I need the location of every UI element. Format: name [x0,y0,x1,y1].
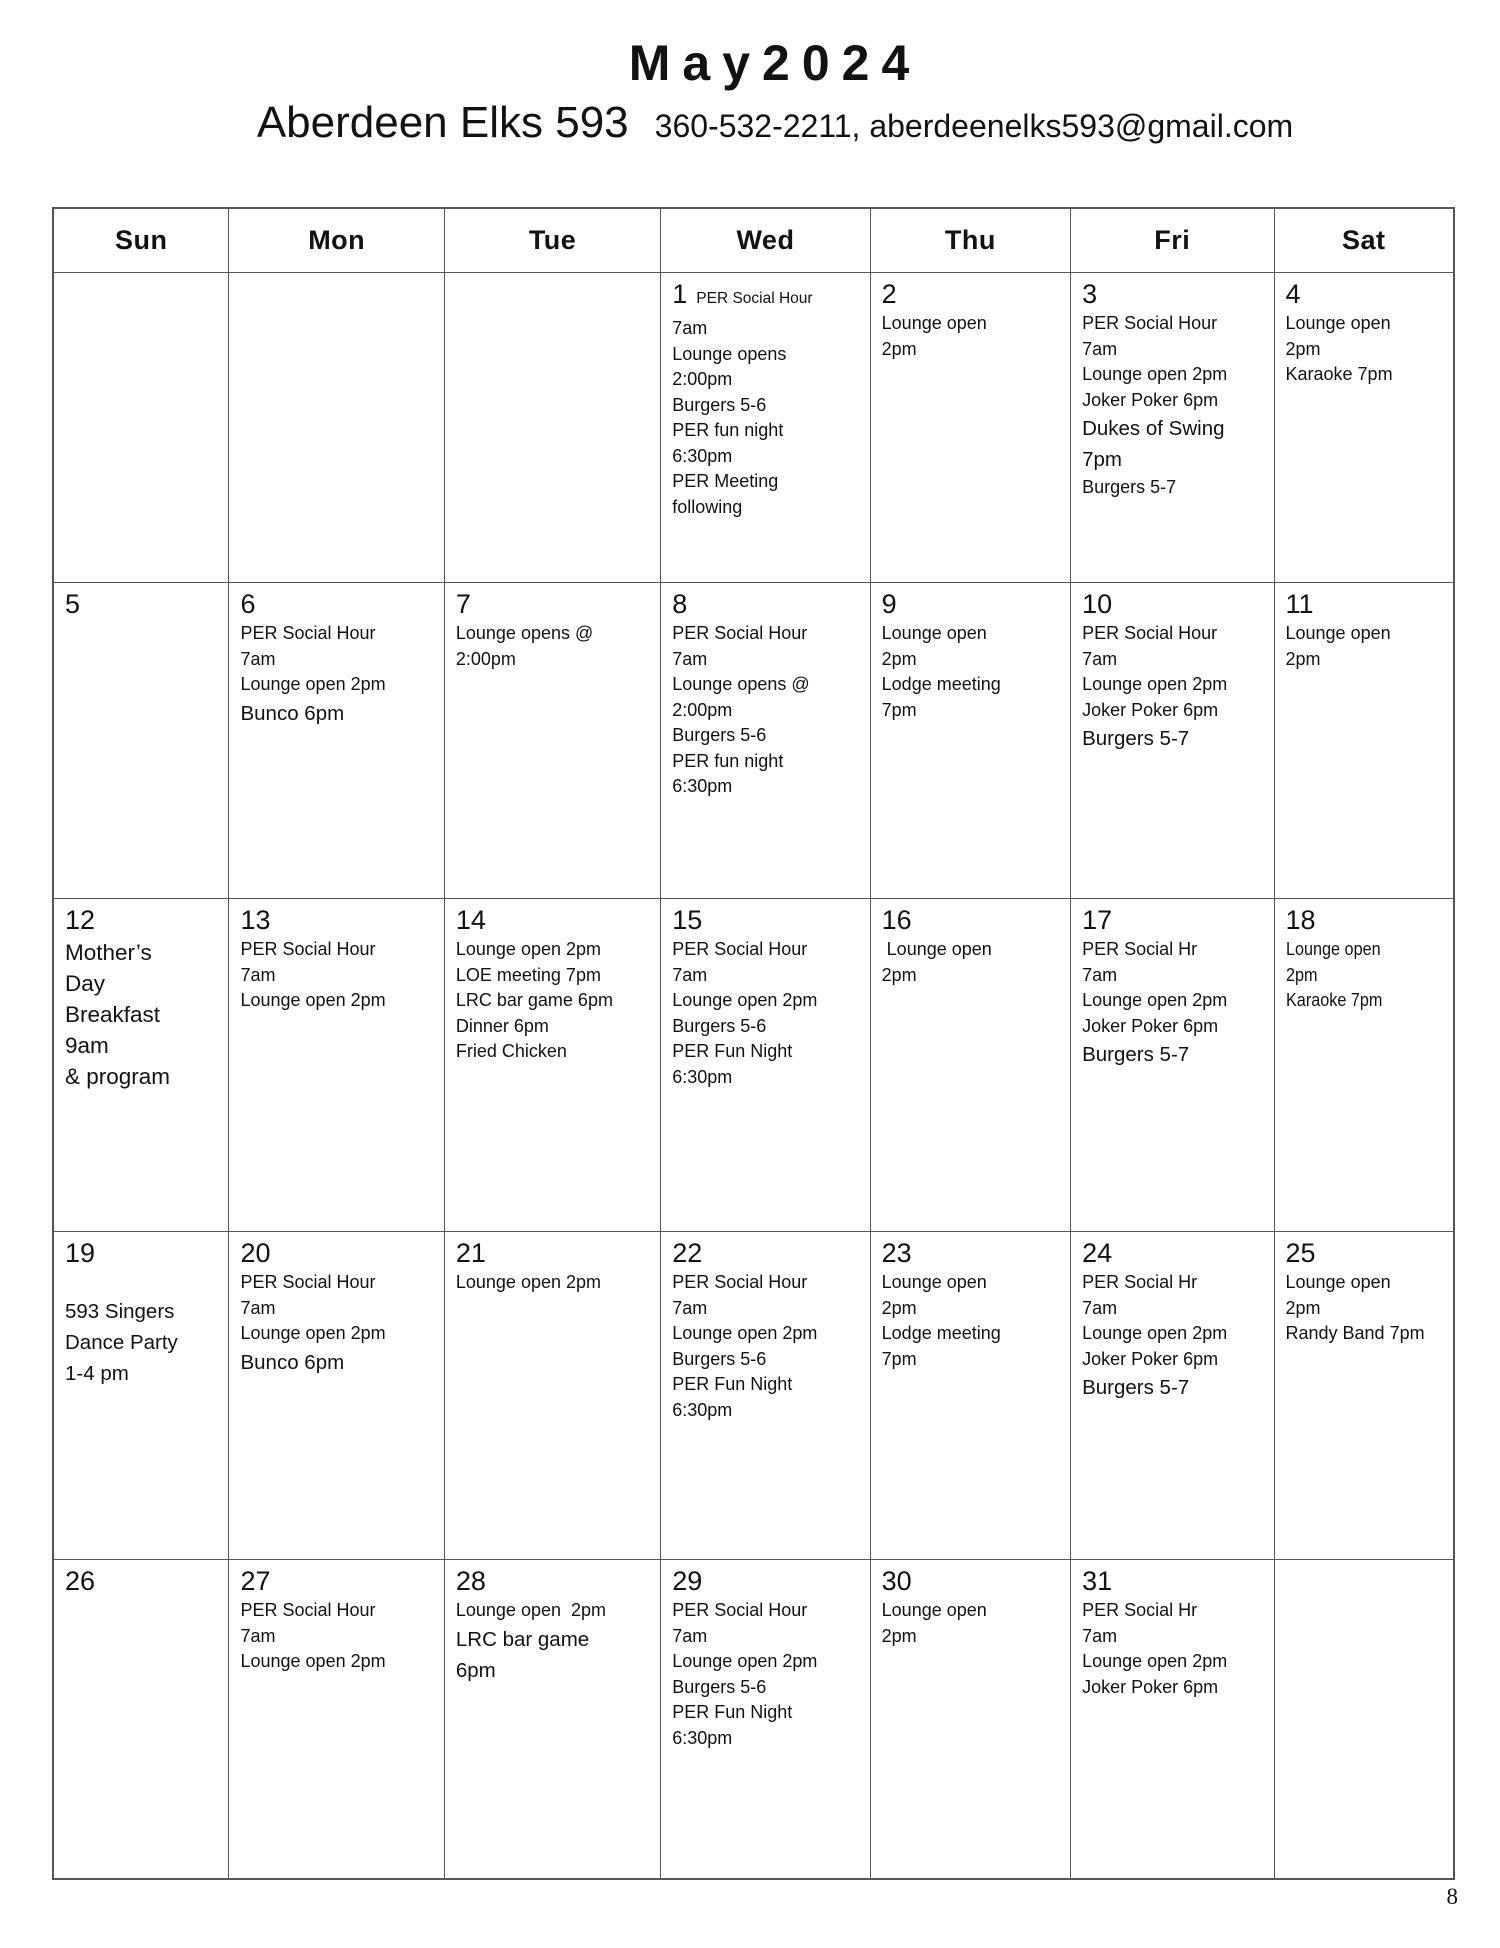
event-line: PER Social Hour [240,623,376,643]
event-line: 2:00pm [672,369,733,389]
day-header [1082,1236,1268,1270]
event-line: Lounge open 2pm [1082,364,1228,384]
event-line: 7am [1082,1625,1118,1646]
event-line: 6:30pm [672,1399,733,1420]
day-header [1286,277,1449,311]
weekday-header-wed: Wed [661,209,870,273]
day-header [672,903,864,937]
header-subline [50,100,1500,146]
day-cell-2 [871,273,1071,583]
event-line: 7am [240,1625,276,1646]
day-cell-21 [445,1232,661,1560]
event-line: 7am [240,964,276,985]
day-number: 17 [1082,905,1113,935]
event-line: PER Social Hour [240,939,376,959]
event-line: 2pm [1285,1297,1321,1318]
day-number: 5 [65,589,81,619]
day-number: 15 [672,905,703,935]
event-line: Joker Poker 6pm [1082,389,1219,410]
day-header [65,903,223,937]
event-line: Lounge open [881,939,992,959]
event-line: PER fun night [672,420,784,440]
event-line: 2pm [1285,648,1321,669]
day-cell-empty [445,273,661,583]
day-number: 8 [672,589,688,619]
event-line: 2pm [881,1297,917,1318]
event-line: 2pm [881,338,917,359]
event-line: 7am [240,1297,276,1318]
event-line: Lounge open 2pm [672,1651,818,1671]
event-line: LOE meeting 7pm [455,964,601,985]
day-number: 24 [1082,1238,1113,1268]
event-line: Burgers 5-7 [1082,1043,1190,1066]
event-line: Lounge open 2pm [240,674,386,694]
event-line: 7pm [881,1348,917,1369]
day-number: 12 [65,905,96,935]
event-line: Dinner 6pm [455,1015,549,1036]
day-header [672,1564,864,1598]
event-line: PER fun night [672,750,784,771]
event-line: Burgers 5-6 [672,394,767,415]
event-line: & program [65,1064,171,1089]
event-line: Burgers 5-7 [1082,1376,1190,1399]
event-line: Burgers 5-6 [672,1676,767,1697]
event-line: 7am [1082,1297,1118,1318]
event-line: PER Social Hour [1082,313,1218,333]
day-cell-17 [1071,899,1274,1232]
day-number: 26 [65,1566,96,1596]
day-number: 3 [1082,279,1098,309]
event-line: Lounge open 2pm [672,990,818,1010]
event-line: Lounge open [881,1600,987,1620]
day-cell-31 [1071,1560,1274,1878]
day-cell-9 [871,583,1071,899]
event-line: Lounge open 2pm [455,1600,607,1620]
day-cell-19 [54,1232,229,1560]
event-line: PER Social Hour [672,623,808,643]
day-header [456,1564,655,1598]
event-line: Fried Chicken [455,1041,567,1061]
event-line: 7am [672,318,708,338]
day-cell-20 [229,1232,444,1560]
day-number: 18 [1285,905,1316,935]
day-cell-4 [1275,273,1454,583]
day-number: 4 [1285,279,1301,309]
event-line: Lounge opens [672,343,787,364]
event-line: PER Social Hr [1082,1272,1198,1292]
day-cell-1 [661,273,870,583]
event-line: 7am [672,964,708,985]
event-line: 7am [672,1297,708,1318]
event-line: 2pm [881,1625,917,1646]
organization-name: Aberdeen Elks 593 [256,98,629,147]
event-line: Lounge open 2pm [1082,1651,1228,1671]
event-line: 1-4 pm [65,1361,129,1385]
event-line: LRC bar game [455,1627,590,1651]
event-line: Karaoke 7pm [1285,364,1393,384]
event-line: PER Social Hour [672,939,808,959]
event-line: Joker Poker 6pm [1082,1348,1219,1369]
day-number: 13 [240,905,271,935]
weekday-header-thu: Thu [871,209,1071,273]
day-header [1286,587,1449,621]
day-cell-24 [1071,1232,1274,1560]
event-line: Burgers 5-6 [672,1348,767,1369]
day-cell-16 [871,899,1071,1232]
day-number: 22 [672,1238,703,1268]
day-number: 20 [240,1238,271,1268]
event-line: Joker Poker 6pm [1082,1676,1219,1697]
event-line: LRC bar game 6pm [455,990,613,1010]
event-line [65,1270,223,1296]
event-line: PER Social Hour [240,1600,376,1620]
event-line: Burgers 5-7 [1082,727,1190,750]
event-line: Lounge open [1285,1272,1391,1292]
weekday-header-tue: Tue [445,209,661,273]
day-cell-27 [229,1560,444,1878]
day-header [1082,587,1268,621]
event-line: PER Fun Night [672,1041,793,1061]
day-cell-26 [54,1560,229,1878]
page-header [0,36,1500,146]
weekday-header-mon: Mon [229,209,444,273]
event-line: PER Social Hour [672,1272,808,1292]
event-line: 6:30pm [672,1066,733,1087]
event-line: 7am [1082,648,1118,669]
calendar-grid [52,207,1455,1880]
event-line: 6pm [455,1658,496,1682]
event-line: PER Fun Night [672,1702,793,1722]
event-line: 7am [672,648,708,669]
day-number: 29 [672,1566,703,1596]
event-line: Karaoke 7pm [1285,990,1382,1010]
day-cell-3 [1071,273,1274,583]
day-number: 25 [1285,1238,1316,1268]
event-line: Lounge opens @ [672,674,810,694]
event-line: Lodge meeting [881,1323,1001,1343]
event-line: PER Social Hour [1082,623,1218,643]
event-line: 7am [672,1625,708,1646]
day-cell-15 [661,899,870,1232]
event-line: PER Social Hr [1082,1600,1198,1620]
event-line: Burgers 5-6 [672,1015,767,1036]
day-number: 16 [881,905,912,935]
event-line: Lounge opens @ [455,623,594,643]
event-line: Lounge open [881,623,987,643]
day-header [1286,903,1449,937]
event-line: PER Social Hour [672,1600,808,1620]
event-line: Lounge open [1285,939,1381,959]
event-line: following [672,496,743,517]
event-line: Breakfast [65,1002,161,1027]
day-number: 6 [240,589,256,619]
event-line: 2pm [1285,338,1321,359]
event-line: 6:30pm [672,1727,733,1748]
day-header [240,903,438,937]
day-header [456,1236,655,1270]
event-line: 7am [1082,964,1118,985]
event-line: Dance Party [65,1330,178,1354]
day-cell-22 [661,1232,870,1560]
day-cell-30 [871,1560,1071,1878]
day-number: 28 [455,1566,486,1596]
day-number: 14 [455,905,486,935]
day-cell-14 [445,899,661,1232]
day-header [240,1564,438,1598]
day-header [672,1236,864,1270]
day-cell-28 [445,1560,661,1878]
day-cell-18 [1275,899,1454,1232]
event-line: PER Social Hr [1082,939,1198,959]
day-header [65,587,223,621]
day-header [882,277,1065,311]
event-line: Bunco 6pm [240,701,345,725]
event-line: Lounge open 2pm [240,990,386,1010]
day-cell-7 [445,583,661,899]
day-header [882,1564,1065,1598]
event-line: Lounge open [881,313,987,333]
event-line: Joker Poker 6pm [1082,1015,1219,1036]
day-number: 30 [881,1566,912,1596]
event-line: 9am [65,1033,109,1058]
event-line: 2pm [1285,964,1318,985]
event-line: Dukes of Swing [1082,417,1225,440]
event-line: Lounge open 2pm [455,939,601,959]
day-number: 19 [65,1238,96,1268]
event-line: 7am [240,648,276,669]
day-cell-empty [1275,1560,1454,1878]
day-cell-empty [54,273,229,583]
day-cell-empty [229,273,444,583]
event-line: Lounge open [881,1272,987,1292]
day-number: 11 [1285,589,1314,619]
event-line: Burgers 5-6 [672,725,767,745]
event-line: 2pm [881,964,917,985]
day-header [65,1236,223,1270]
event-line: 2:00pm [455,648,516,669]
day-number: 27 [240,1566,271,1596]
day-header [456,587,655,621]
page-title: May2024 [628,35,922,91]
day-cell-29 [661,1560,870,1878]
day-cell-5 [54,583,229,899]
contact-info: 360-532-2211, aberdeenelks593@gmail.com [654,108,1294,144]
day-cell-25 [1275,1232,1454,1560]
event-line: Burgers 5-7 [1082,477,1177,497]
event-line: 593 Singers [65,1299,175,1323]
day-header [240,587,438,621]
day-cell-23 [871,1232,1071,1560]
event-line: Day [65,971,106,996]
event-line: 2:00pm [672,699,733,720]
event-line: 6:30pm [672,776,733,796]
day-header [1082,277,1268,311]
day-header [672,587,864,621]
event-line: PER Social Hour [240,1272,376,1292]
event-line: 6:30pm [672,445,733,466]
day-cell-6 [229,583,444,899]
event-line: PER Fun Night [672,1374,793,1394]
day-header [1286,1236,1449,1270]
day-number: 21 [455,1238,486,1268]
event-line: Lounge open 2pm [240,1323,386,1343]
day-header [240,1236,438,1270]
weekday-header-sun: Sun [54,209,229,273]
day-number: 7 [455,589,471,619]
event-line: 7pm [1082,448,1122,471]
event-line: Lounge open 2pm [1082,674,1228,694]
day-number: 9 [881,589,897,619]
day-header [672,277,864,316]
day-header [456,903,655,937]
day-cell-11 [1275,583,1454,899]
day-number: 31 [1082,1566,1113,1596]
day-header [65,1564,223,1598]
day-number: 1 [672,279,688,309]
event-line: Lounge open 2pm [240,1651,386,1671]
day-cell-8 [661,583,870,899]
event-line: Lounge open [1285,623,1391,643]
event-line: PER Social Hour [696,290,813,307]
day-number: 10 [1082,589,1113,619]
day-cell-12 [54,899,229,1232]
event-line: 7pm [881,699,917,720]
day-header [882,587,1065,621]
day-header [1082,903,1268,937]
weekday-header-fri: Fri [1071,209,1274,273]
event-line: Lounge open 2pm [1082,1323,1228,1343]
event-line: Lodge meeting [881,674,1001,694]
weekday-header-sat: Sat [1275,209,1454,273]
event-line: Randy Band 7pm [1285,1323,1425,1343]
day-number: 2 [881,279,897,309]
day-cell-10 [1071,583,1274,899]
day-header [882,1236,1065,1270]
page-number: 8 [1446,1884,1458,1909]
day-cell-13 [229,899,444,1232]
day-header [882,903,1065,937]
event-line: 7am [1082,338,1118,359]
event-line: Lounge open [1285,313,1391,333]
event-line: Lounge open 2pm [455,1272,601,1292]
event-line: Mother’s [65,940,152,965]
event-line: 2pm [881,648,917,669]
day-header [1082,1564,1268,1598]
event-line: PER Meeting [672,471,779,491]
event-line: Lounge open 2pm [1082,990,1228,1010]
day-number: 23 [881,1238,912,1268]
event-line: Lounge open 2pm [672,1323,818,1343]
event-line: Joker Poker 6pm [1082,699,1219,720]
event-line: Bunco 6pm [240,1350,345,1374]
